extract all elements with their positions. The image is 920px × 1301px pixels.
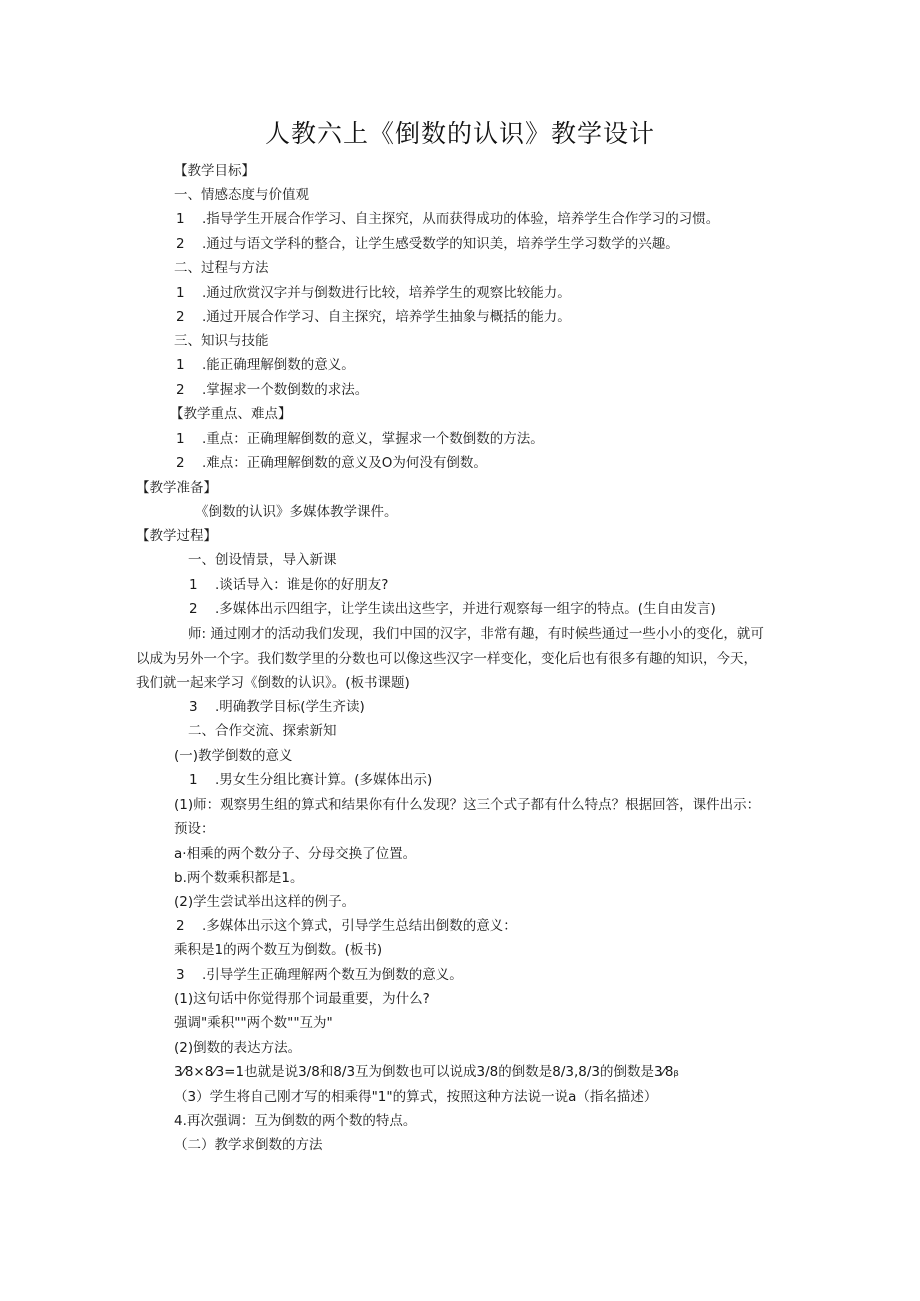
process-heading: 【教学过程】 — [136, 528, 217, 544]
sub1-item3 — [176, 966, 463, 984]
item-text: .通过开展合作学习、自主探究，培养学生抽象与概括的能力。 — [202, 309, 571, 325]
part1-heading: 一、创设情景，导入新课 — [188, 552, 337, 568]
process-item2 — [189, 600, 716, 618]
part2-heading: 二、合作交流、探索新知 — [188, 723, 337, 739]
item-number: 1 — [176, 211, 185, 227]
question4: (2)倒数的表达方法。 — [174, 1040, 302, 1056]
section3-item1 — [176, 356, 355, 374]
section3-heading: 三、知识与技能 — [174, 333, 269, 349]
preset-label: 预设： — [174, 821, 215, 837]
question1: (1)师：观察男生组的算式和结果你有什么发现？这三个式子都有什么特点？根据回答，课件出示： — [174, 797, 761, 813]
process-item1 — [189, 576, 388, 594]
process-item3 — [189, 698, 365, 716]
item-number: 2 — [176, 309, 185, 325]
emphasis: 强调"乘积""两个数""互为" — [174, 1015, 333, 1031]
teacher-paragraph-line2: 以成为另外一个字。我们数学里的分数也可以像这些汉字一样变化，变化后也有很多有趣的知识，今天， — [136, 651, 757, 667]
item-number: 2 — [176, 918, 185, 934]
section3-item2 — [176, 381, 368, 399]
goals-heading: 【教学目标】 — [174, 163, 255, 179]
item-text: .多媒体出示四组字，让学生读出这些字，并进行观察每一组字的特点。(生自由发言) — [215, 601, 716, 617]
keypoints-heading: 【教学重点、难点】 — [170, 406, 292, 422]
item-text: .明确教学目标(学生齐读) — [215, 699, 365, 715]
item-number: 1 — [176, 357, 185, 373]
item-number: 3 — [189, 699, 198, 715]
sub1-item2 — [176, 917, 517, 935]
item-text: .男女生分组比赛计算。(多媒体出示) — [215, 772, 433, 788]
definition: 乘积是1的两个数互为倒数。(板书) — [174, 942, 383, 958]
sub2-heading: （二）教学求倒数的方法 — [174, 1137, 323, 1153]
sub1-item1 — [189, 771, 432, 789]
item-number: 2 — [176, 236, 185, 252]
preset-b: b.两个数乘积都是1。 — [174, 870, 304, 886]
section1-item1 — [176, 210, 719, 228]
section1-heading: 一、情感态度与价值观 — [174, 187, 309, 203]
section2-item1 — [176, 284, 571, 302]
prep-text: 《倒数的认识》多媒体教学课件。 — [195, 504, 398, 520]
section2-item2 — [176, 308, 571, 326]
item-text: .引导学生正确理解两个数互为倒数的意义。 — [202, 967, 463, 983]
item-text: .重点：正确理解倒数的意义，掌握求一个数倒数的方法。 — [202, 431, 544, 447]
teacher-paragraph-line3: 我们就一起来学习《倒数的认识》。(板书课题) — [136, 675, 410, 691]
item-text: .指导学生开展合作学习、自主探究，从而获得成功的体验，培养学生合作学习的习惯。 — [202, 211, 720, 227]
formula-line: 3⁄8×8⁄3=1也就是说3/8和8/3互为倒数也可以说成3/8的倒数是8/3,8/3的倒数是3⁄8ᵦ — [174, 1064, 679, 1080]
item-number: 1 — [189, 577, 198, 593]
item-number: 2 — [176, 455, 185, 471]
teacher-paragraph-line1: 师: 通过刚才的活动我们发现，我们中国的汉字，非常有趣，有时候些通过一些小小的变化，就可 — [188, 626, 764, 642]
item-text: .多媒体出示这个算式，引导学生总结出倒数的意义： — [202, 918, 517, 934]
sub1-item4: 4.再次强调：互为倒数的两个数的特点。 — [174, 1113, 417, 1129]
preset-a: a·相乘的两个数分子、分母交换了位置。 — [174, 846, 417, 862]
section2-heading: 二、过程与方法 — [174, 260, 269, 276]
item-number: 2 — [189, 601, 198, 617]
section1-item2 — [176, 235, 679, 253]
item-number: 1 — [189, 772, 198, 788]
question5: （3）学生将自己刚才写的相乘得"1"的算式，按照这种方法说一说a（指名描述） — [174, 1089, 658, 1105]
item-number: 3 — [176, 967, 185, 983]
question2: (2)学生尝试举出这样的例子。 — [174, 894, 356, 910]
sub1-heading: (一)教学倒数的意义 — [174, 748, 293, 764]
document-title: 人教六上《倒数的认识》教学设计 — [264, 119, 655, 148]
keypoints-item1 — [176, 430, 544, 448]
item-number: 1 — [176, 285, 185, 301]
keypoints-item2 — [176, 454, 487, 472]
item-number: 1 — [176, 431, 185, 447]
item-text: .能正确理解倒数的意义。 — [202, 357, 355, 373]
item-text: .通过与语文学科的整合，让学生感受数学的知识美，培养学生学习数学的兴趣。 — [202, 236, 679, 252]
item-number: 2 — [176, 382, 185, 398]
item-text: .通过欣赏汉字并与倒数进行比较，培养学生的观察比较能力。 — [202, 285, 571, 301]
item-text: .掌握求一个数倒数的求法。 — [202, 382, 369, 398]
item-text: .难点：正确理解倒数的意义及O为何没有倒数。 — [202, 455, 487, 471]
prep-heading: 【教学准备】 — [136, 480, 217, 496]
question3: (1)这句话中你觉得那个词最重要，为什么? — [174, 991, 430, 1007]
item-text: .谈话导入：谁是你的好朋友? — [215, 577, 389, 593]
